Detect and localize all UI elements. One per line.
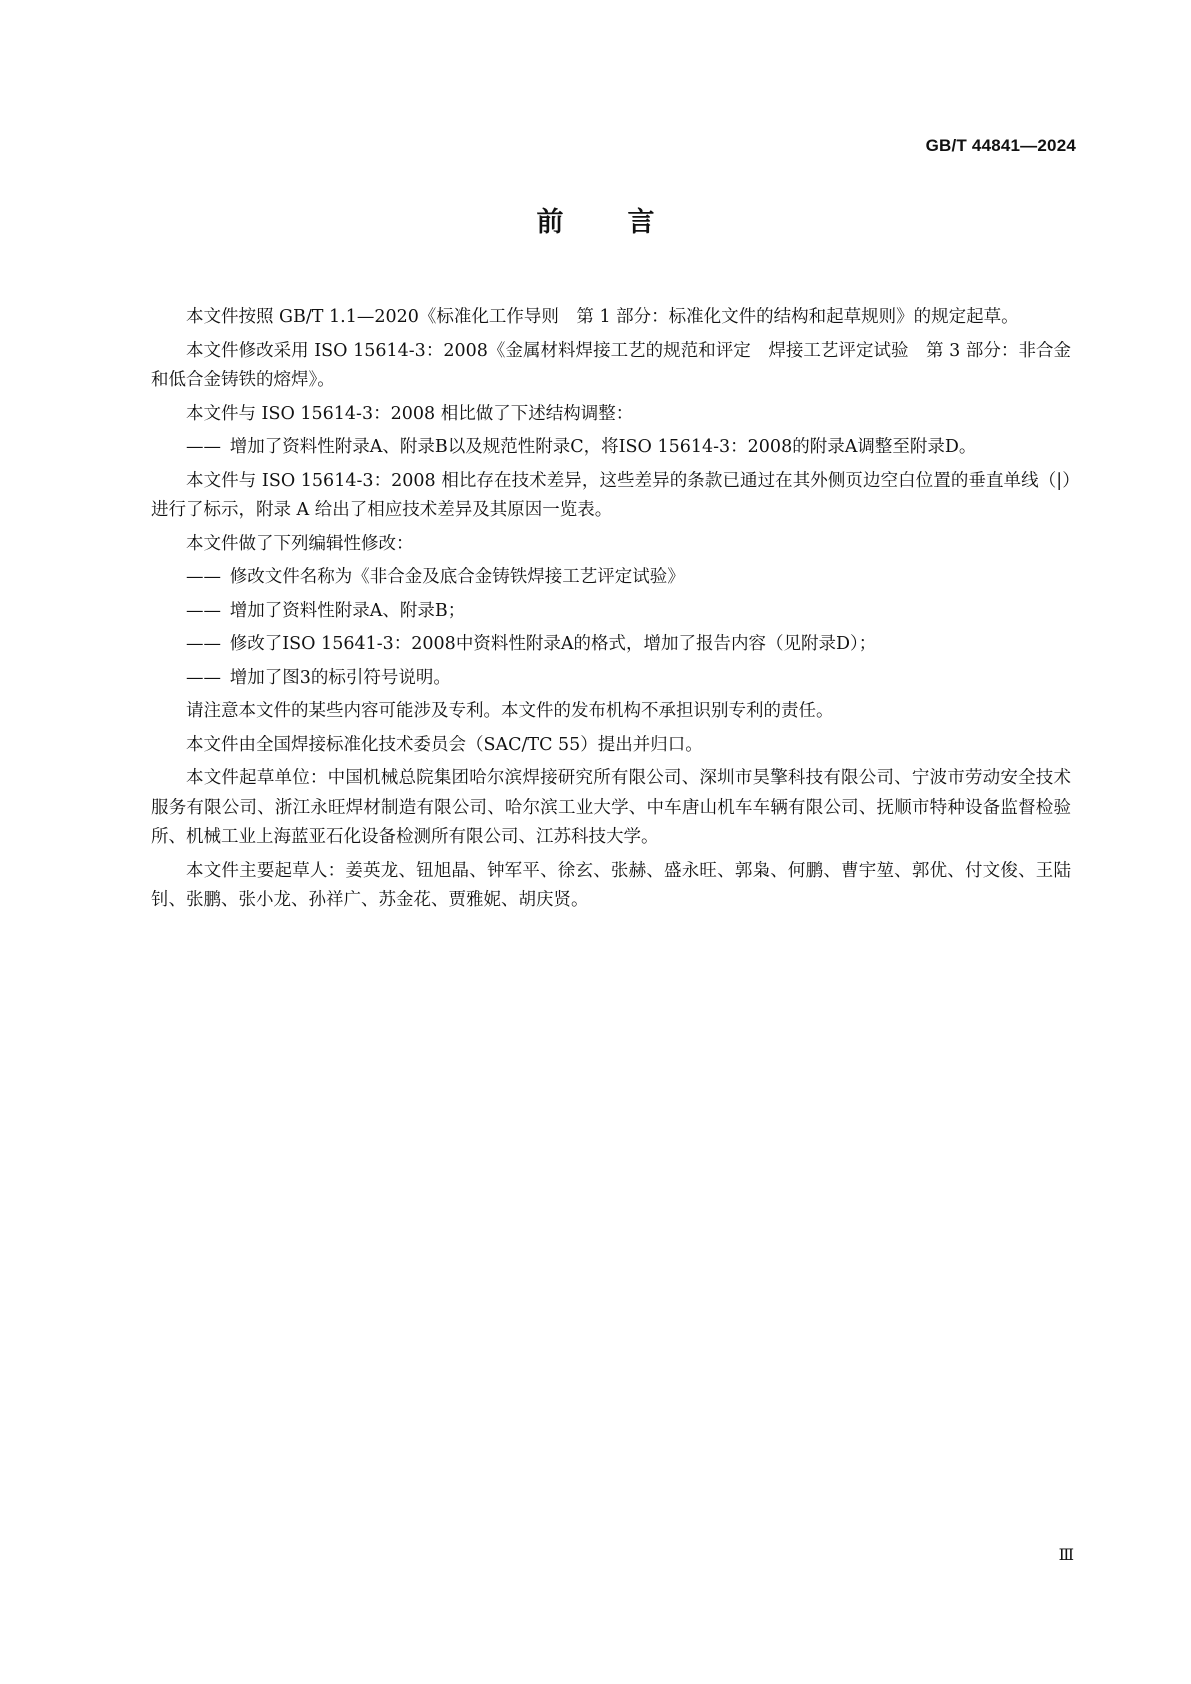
paragraph: 本文件由全国焊接标准化技术委员会（SAC/TC 55）提出并归口。 [186,734,703,755]
dash-list-item [186,597,1071,627]
paragraph: 本文件修改采用 ISO 15614-3：2008《金属材料焊接工艺的规范和评定 焊接工艺评定试验 第 3 部分：非合金和低合金铸铁的熔焊》。 [151,340,1071,390]
dash-mark: —— [186,667,221,688]
page-title: 前言 [536,207,719,238]
dash-mark: —— [186,634,221,654]
paragraph: 请注意本文件的某些内容可能涉及专利。本文件的发布机构不承担识别专利的责任。 [186,701,834,721]
dash-list-item [186,664,1071,694]
page-number: Ⅲ [1058,1545,1074,1564]
dash-list-item-text: 修改了ISO 15641-3：2008中资料性附录A的格式，增加了报告内容（见附录D）； [229,634,877,654]
dash-list-item-text: 修改文件名称为《非合金及底合金铸铁焊接工艺评定试验》 [229,567,685,587]
dash-mark: —— [186,437,221,457]
paragraph: 本文件与 ISO 15614-3：2008 相比存在技术差异，这些差异的条款已通过在其外侧页边空白位置的垂直单线（|）进行了标示，附录 A 给出了相应技术差异及其原因一览表。 [151,470,1071,520]
dash-list-item [186,433,1071,463]
dash-list-item-text: 增加了资料性附录A、附录B； [229,600,466,621]
document-body [151,303,1071,920]
dash-list-item-text: 增加了资料性附录A、附录B以及规范性附录C，将ISO 15614-3：2008的附录A调整至附录D。 [229,437,977,457]
paragraph: 本文件按照 GB/T 1.1—2020《标准化工作导则 第 1 部分：标准化文件的结构和起草规则》的规定起草。 [186,307,1019,327]
paragraph: 本文件做了下列编辑性修改： [186,533,414,554]
paragraph: 本文件与 ISO 15614-3：2008 相比做了下述结构调整： [186,403,634,424]
standard-code: GB/T 44841—2024 [925,136,1076,155]
paragraph: 本文件主要起草人：姜英龙、钮旭晶、钟军平、徐玄、张赫、盛永旺、郭枭、何鹏、曹宇堃、郭优、付文俊、王陆钊、张鹏、张小龙、孙祥广、苏金花、贾雅妮、胡庆贤。 [151,860,1071,910]
dash-mark: —— [186,600,221,621]
dash-list-item [186,563,1071,593]
dash-mark: —— [186,567,221,587]
dash-list-item-text: 增加了图3的标引符号说明。 [229,667,451,688]
dash-list-item [186,630,1071,660]
paragraph: 本文件起草单位：中国机械总院集团哈尔滨焊接研究所有限公司、深圳市昊擎科技有限公司、宁波市劳动安全技术服务有限公司、浙江永旺焊材制造有限公司、哈尔滨工业大学、中车唐山机车车辆有限公司、抚顺市特种设备监督检验所、机械工业上海蓝亚石化设备检测所有限公司、江苏科技大学。 [151,768,1071,847]
